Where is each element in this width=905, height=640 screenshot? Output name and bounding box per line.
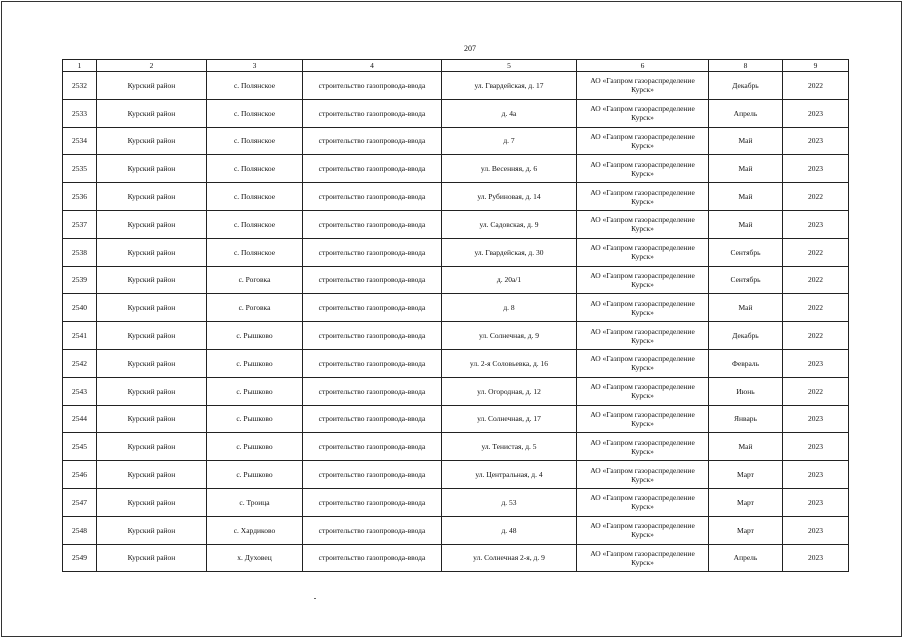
settlement-cell: с. Рышково [207, 322, 303, 350]
table-row [63, 155, 849, 183]
work-type-cell: строительство газопровода-ввода [303, 210, 442, 238]
row-number-cell: 2543 [63, 377, 97, 405]
month-cell: Май [709, 433, 783, 461]
year-cell: 2023 [783, 405, 849, 433]
organization-cell: АО «Газпром газораспределение Курск» [577, 294, 709, 322]
month-cell: Май [709, 210, 783, 238]
address-cell: ул. Центральная, д. 4 [442, 461, 577, 489]
work-type-cell: строительство газопровода-ввода [303, 461, 442, 489]
district-cell: Курский район [97, 322, 207, 350]
settlement-cell: х. Духовец [207, 544, 303, 572]
header-row [63, 60, 849, 72]
year-cell: 2022 [783, 294, 849, 322]
organization-cell: АО «Газпром газораспределение Курск» [577, 183, 709, 211]
district-cell: Курский район [97, 544, 207, 572]
district-cell: Курский район [97, 433, 207, 461]
settlement-cell: с. Рышково [207, 349, 303, 377]
row-number-cell: 2542 [63, 349, 97, 377]
table-row [63, 183, 849, 211]
month-cell: Март [709, 516, 783, 544]
column-header: 8 [709, 60, 783, 72]
address-cell: ул. Огородная, д. 12 [442, 377, 577, 405]
month-cell: Декабрь [709, 72, 783, 100]
table-row [63, 516, 849, 544]
month-cell: Май [709, 155, 783, 183]
row-number-cell: 2548 [63, 516, 97, 544]
district-cell: Курский район [97, 210, 207, 238]
organization-cell: АО «Газпром газораспределение Курск» [577, 488, 709, 516]
settlement-cell: с. Полянское [207, 183, 303, 211]
column-header: 4 [303, 60, 442, 72]
row-number-cell: 2534 [63, 127, 97, 155]
district-cell: Курский район [97, 155, 207, 183]
column-header: 5 [442, 60, 577, 72]
work-type-cell: строительство газопровода-ввода [303, 488, 442, 516]
work-type-cell: строительство газопровода-ввода [303, 322, 442, 350]
year-cell: 2022 [783, 238, 849, 266]
row-number-cell: 2537 [63, 210, 97, 238]
row-number-cell: 2533 [63, 99, 97, 127]
row-number-cell: 2539 [63, 266, 97, 294]
row-number-cell: 2541 [63, 322, 97, 350]
work-type-cell: строительство газопровода-ввода [303, 433, 442, 461]
settlement-cell: с. Полянское [207, 238, 303, 266]
column-header: 3 [207, 60, 303, 72]
work-type-cell: строительство газопровода-ввода [303, 155, 442, 183]
organization-cell: АО «Газпром газораспределение Курск» [577, 155, 709, 183]
settlement-cell: с. Роговка [207, 294, 303, 322]
work-type-cell: строительство газопровода-ввода [303, 349, 442, 377]
address-cell: д. 7 [442, 127, 577, 155]
month-cell: Апрель [709, 544, 783, 572]
work-type-cell: строительство газопровода-ввода [303, 72, 442, 100]
month-cell: Январь [709, 405, 783, 433]
settlement-cell: с. Полянское [207, 72, 303, 100]
address-cell: д. 8 [442, 294, 577, 322]
work-type-cell: строительство газопровода-ввода [303, 99, 442, 127]
district-cell: Курский район [97, 349, 207, 377]
address-cell: ул. Солнечная, д. 17 [442, 405, 577, 433]
district-cell: Курский район [97, 127, 207, 155]
column-header: 1 [63, 60, 97, 72]
row-number-cell: 2547 [63, 488, 97, 516]
table-row [63, 99, 849, 127]
table-row [63, 322, 849, 350]
year-cell: 2023 [783, 544, 849, 572]
row-number-cell: 2535 [63, 155, 97, 183]
row-number-cell: 2532 [63, 72, 97, 100]
month-cell: Март [709, 461, 783, 489]
row-number-cell: 2546 [63, 461, 97, 489]
settlement-cell: с. Рышково [207, 433, 303, 461]
column-header: 6 [577, 60, 709, 72]
organization-cell: АО «Газпром газораспределение Курск» [577, 377, 709, 405]
register-table [62, 59, 849, 572]
work-type-cell: строительство газопровода-ввода [303, 127, 442, 155]
table-row [63, 433, 849, 461]
year-cell: 2023 [783, 516, 849, 544]
row-number-cell: 2538 [63, 238, 97, 266]
work-type-cell: строительство газопровода-ввода [303, 294, 442, 322]
work-type-cell: строительство газопровода-ввода [303, 266, 442, 294]
work-type-cell: строительство газопровода-ввода [303, 238, 442, 266]
column-header: 9 [783, 60, 849, 72]
settlement-cell: с. Хардиково [207, 516, 303, 544]
organization-cell: АО «Газпром газораспределение Курск» [577, 544, 709, 572]
address-cell: д. 53 [442, 488, 577, 516]
settlement-cell: с. Рышково [207, 405, 303, 433]
month-cell: Май [709, 127, 783, 155]
table-row [63, 544, 849, 572]
year-cell: 2023 [783, 461, 849, 489]
address-cell: ул. Солнечная, д. 9 [442, 322, 577, 350]
organization-cell: АО «Газпром газораспределение Курск» [577, 322, 709, 350]
settlement-cell: с. Роговка [207, 266, 303, 294]
year-cell: 2022 [783, 72, 849, 100]
organization-cell: АО «Газпром газораспределение Курск» [577, 461, 709, 489]
address-cell: ул. Гвардейская, д. 30 [442, 238, 577, 266]
year-cell: 2023 [783, 210, 849, 238]
month-cell: Сентябрь [709, 266, 783, 294]
row-number-cell: 2536 [63, 183, 97, 211]
row-number-cell: 2545 [63, 433, 97, 461]
work-type-cell: строительство газопровода-ввода [303, 405, 442, 433]
organization-cell: АО «Газпром газораспределение Курск» [577, 516, 709, 544]
work-type-cell: строительство газопровода-ввода [303, 183, 442, 211]
table-row [63, 210, 849, 238]
table-row [63, 72, 849, 100]
month-cell: Июнь [709, 377, 783, 405]
year-cell: 2022 [783, 377, 849, 405]
address-cell: ул. Садовская, д. 9 [442, 210, 577, 238]
row-number-cell: 2549 [63, 544, 97, 572]
table-row [63, 461, 849, 489]
settlement-cell: с. Рышково [207, 377, 303, 405]
month-cell: Февраль [709, 349, 783, 377]
row-number-cell: 2544 [63, 405, 97, 433]
settlement-cell: с. Рышково [207, 461, 303, 489]
scan-speck [314, 598, 316, 599]
table-row [63, 238, 849, 266]
district-cell: Курский район [97, 461, 207, 489]
district-cell: Курский район [97, 238, 207, 266]
settlement-cell: с. Полянское [207, 210, 303, 238]
column-header: 2 [97, 60, 207, 72]
district-cell: Курский район [97, 405, 207, 433]
district-cell: Курский район [97, 266, 207, 294]
address-cell: ул. 2-я Соловьевка, д. 16 [442, 349, 577, 377]
year-cell: 2023 [783, 127, 849, 155]
year-cell: 2022 [783, 183, 849, 211]
district-cell: Курский район [97, 183, 207, 211]
organization-cell: АО «Газпром газораспределение Курск» [577, 72, 709, 100]
district-cell: Курский район [97, 72, 207, 100]
organization-cell: АО «Газпром газораспределение Курск» [577, 238, 709, 266]
year-cell: 2023 [783, 349, 849, 377]
settlement-cell: с. Полянское [207, 127, 303, 155]
year-cell: 2023 [783, 433, 849, 461]
work-type-cell: строительство газопровода-ввода [303, 544, 442, 572]
table-row [63, 377, 849, 405]
district-cell: Курский район [97, 294, 207, 322]
table-row [63, 405, 849, 433]
year-cell: 2022 [783, 266, 849, 294]
organization-cell: АО «Газпром газораспределение Курск» [577, 349, 709, 377]
page-number: 207 [464, 44, 476, 53]
district-cell: Курский район [97, 516, 207, 544]
address-cell: ул. Рубиновая, д. 14 [442, 183, 577, 211]
year-cell: 2023 [783, 488, 849, 516]
year-cell: 2023 [783, 99, 849, 127]
month-cell: Май [709, 183, 783, 211]
year-cell: 2022 [783, 322, 849, 350]
table-row [63, 266, 849, 294]
month-cell: Март [709, 488, 783, 516]
organization-cell: АО «Газпром газораспределение Курск» [577, 433, 709, 461]
table-row [63, 294, 849, 322]
address-cell: ул. Солнечная 2-я, д. 9 [442, 544, 577, 572]
organization-cell: АО «Газпром газораспределение Курск» [577, 405, 709, 433]
settlement-cell: с. Полянское [207, 99, 303, 127]
month-cell: Декабрь [709, 322, 783, 350]
address-cell: ул. Гвардейская, д. 17 [442, 72, 577, 100]
organization-cell: АО «Газпром газораспределение Курск» [577, 266, 709, 294]
address-cell: д. 20а/1 [442, 266, 577, 294]
work-type-cell: строительство газопровода-ввода [303, 516, 442, 544]
address-cell: ул. Тенистая, д. 5 [442, 433, 577, 461]
table-row [63, 127, 849, 155]
settlement-cell: с. Полянское [207, 155, 303, 183]
month-cell: Май [709, 294, 783, 322]
settlement-cell: с. Троица [207, 488, 303, 516]
address-cell: д. 4а [442, 99, 577, 127]
organization-cell: АО «Газпром газораспределение Курск» [577, 99, 709, 127]
district-cell: Курский район [97, 377, 207, 405]
district-cell: Курский район [97, 99, 207, 127]
table-body [63, 72, 849, 572]
organization-cell: АО «Газпром газораспределение Курск» [577, 210, 709, 238]
district-cell: Курский район [97, 488, 207, 516]
year-cell: 2023 [783, 155, 849, 183]
address-cell: д. 48 [442, 516, 577, 544]
row-number-cell: 2540 [63, 294, 97, 322]
address-cell: ул. Весенняя, д. 6 [442, 155, 577, 183]
work-type-cell: строительство газопровода-ввода [303, 377, 442, 405]
month-cell: Сентябрь [709, 238, 783, 266]
table-row [63, 488, 849, 516]
month-cell: Апрель [709, 99, 783, 127]
organization-cell: АО «Газпром газораспределение Курск» [577, 127, 709, 155]
table-row [63, 349, 849, 377]
